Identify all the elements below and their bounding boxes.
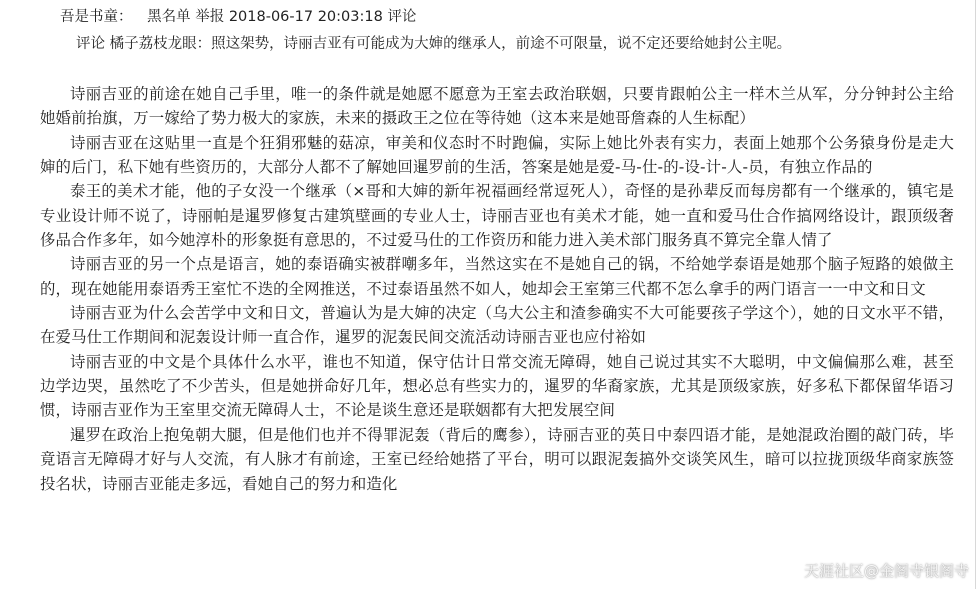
paragraph: 诗丽吉亚的另一个点是语言，她的泰语确实被群嘲多年，当然这实在不是她自己的锅，不给她学泰语是她那个脑子短路的娘做主的，现在她能用泰语秀王室忙不迭的全网推送，不过泰语虽然不如人，她却会王室第三代都不怎么拿手的两门语言一一中文和日文	[40, 255, 954, 298]
post-timestamp: 2018-06-17 20:03:18	[228, 9, 383, 25]
blacklist-link[interactable]: 黑名单	[147, 9, 191, 25]
paragraph: 暹罗在政治上抱兔朝大腿，但是他们也并不得罪泥轰（背后的鹰参），诗丽吉亚的英日中泰四语才能，是她混政治圈的敲门砖，毕竟语言无障碍才好与人交流，有人脉才有前途，王室已经给她搭了平台，明可以跟泥轰搞外交谈笑风生，暗可以拉拢顶级华商家族签投名状，诗丽吉亚能走多远，看她自己的努力和造化	[40, 425, 954, 493]
paragraph: 泰王的美术才能，他的子女没一个继承（×哥和大婶的新年祝福画经常逗死人），奇怪的是孙辈反而每房都有一个继承的，镇宅是专业设计师不说了，诗丽帕是暹罗修复古建筑壁画的专业人士，诗丽吉亚也有美术才能，她一直和爱马仕合作搞网络设计，跟顶级奢侈品合作多年，如今她淳朴的形象挺有意思的，不过爱马仕的工作资历和能力进入美术部门服务真不算完全靠人情了	[40, 182, 954, 250]
quote-text: 照这架势，诗丽吉亚有可能成为大婶的继承人，前途不可限量，说不定还要给她封公主呢。	[211, 36, 792, 52]
paragraph: 诗丽吉亚为什么会苦学中文和日文，普遍认为是大婶的决定（乌大公主和渣参确实不大可能要孩子学这个），她的日文水平不错，在爱马仕工作期间和泥轰设计师一直合作，暹罗的泥轰民间交流活动诗丽吉亚也应付裕如	[40, 304, 954, 347]
site-watermark: 天涯社区@金阁寺银阁寺	[803, 562, 969, 580]
post-meta-line	[60, 6, 416, 28]
post-body	[40, 82, 954, 496]
report-link[interactable]: 举报	[195, 9, 225, 25]
paragraph: 诗丽吉亚在这贴里一直是个狂狷邪魅的菇凉，审美和仪态时不时跑偏，实际上她比外表有实力，表面上她那个公务猿身份是走大婶的后门，私下她有些资历的，大部分人都不了解她回暹罗前的生活，答案是她是爱-马-仕-的-设-计-人-员，有独立作品的	[40, 133, 954, 177]
comment-link[interactable]: 评论	[387, 9, 417, 25]
paragraph: 诗丽吉亚的中文是个具体什么水平，谁也不知道，保守估计日常交流无障碍，她自己说过其实不大聪明，中文偏偏那么难，甚至边学边哭，虽然吃了不少苦头，但是她拼命好几年，想必总有些实力的，暹罗的华裔家族，尤其是顶级家族，好多私下都保留华语习惯，诗丽吉亚作为王室里交流无障碍人士，不论是谈生意还是联姻都有大把发展空间	[40, 352, 954, 420]
quote-user[interactable]: 橘子荔枝龙眼：	[109, 36, 212, 52]
paragraph: 诗丽吉亚的前途在她自己手里，唯一的条件就是她愿不愿意为王室去政治联姻，只要肯跟帕公主一样木兰从军，分分钟封公主给她婚前抬旗，万一嫁给了势力极大的家族，未来的摄政王之位在等待她（这本来是她哥詹森的人生标配）	[40, 85, 954, 128]
quoted-comment	[76, 33, 791, 55]
author-name[interactable]: 吾是书童：	[60, 9, 133, 25]
quote-label: 评论	[76, 36, 105, 52]
